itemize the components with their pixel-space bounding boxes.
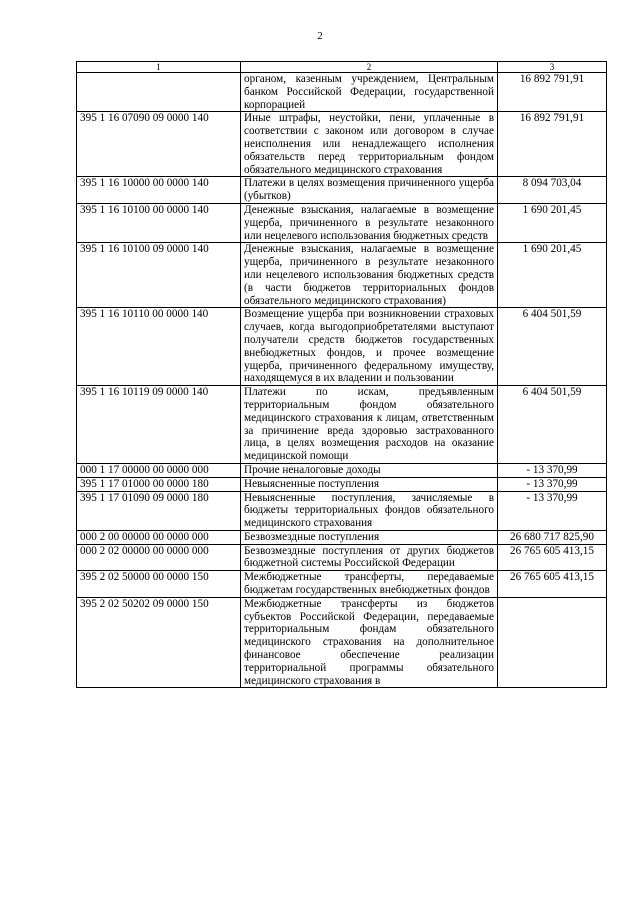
row-name-cell: органом, казенным учреждением, Центральным банком Российской Федерации, государственной корпорацией	[241, 73, 498, 112]
row-code-cell: 395 2 02 50000 00 0000 150	[77, 571, 241, 598]
row-name-cell: Иные штрафы, неустойки, пени, уплаченные в соответствии с законом или договором в случае неисполнения или ненадлежащего исполнения обязательств перед территориальным фондом обязательного медицинского страхования	[241, 112, 498, 177]
row-code-cell: 395 2 02 50202 09 0000 150	[77, 597, 241, 688]
row-code-cell	[77, 73, 241, 112]
revenue-table	[76, 61, 607, 688]
row-code-cell: 000 2 02 00000 00 0000 000	[77, 544, 241, 571]
row-amount-cell: 16 892 791,91	[498, 112, 607, 177]
table-row	[77, 477, 607, 491]
table-row	[77, 308, 607, 386]
table-row	[77, 112, 607, 177]
row-name-cell: Невыясненные поступления	[241, 477, 498, 491]
table-row	[77, 597, 607, 688]
row-name-cell: Денежные взыскания, налагаемые в возмещение ущерба, причиненного в результате незаконного или нецелевого использования бюджетных средств	[241, 203, 498, 242]
row-code-cell: 395 1 16 10100 09 0000 140	[77, 243, 241, 308]
row-code-cell: 395 1 16 10000 00 0000 140	[77, 177, 241, 204]
row-code-cell: 395 1 16 07090 09 0000 140	[77, 112, 241, 177]
row-amount-cell	[498, 597, 607, 688]
column-header-code: 1	[77, 62, 241, 73]
row-amount-cell: 16 892 791,91	[498, 73, 607, 112]
row-code-cell: 395 1 17 01000 00 0000 180	[77, 477, 241, 491]
column-header-amount: 3	[498, 62, 607, 73]
row-amount-cell: - 13 370,99	[498, 463, 607, 477]
table-row	[77, 243, 607, 308]
row-name-cell: Прочие неналоговые доходы	[241, 463, 498, 477]
table-row	[77, 73, 607, 112]
table-row	[77, 544, 607, 571]
row-code-cell: 395 1 16 10119 09 0000 140	[77, 386, 241, 464]
table-row	[77, 530, 607, 544]
column-header-name: 2	[241, 62, 498, 73]
row-amount-cell: 26 680 717 825,90	[498, 530, 607, 544]
row-name-cell: Возмещение ущерба при возникновении страховых случаев, когда выгодоприобретателями выступают получатели средств бюджетов государственных внебюджетных фондов, и прочее возмещение ущерба, причиненного федеральному имуществу, находящемуся в их владении и пользовании	[241, 308, 498, 386]
table-row	[77, 386, 607, 464]
row-code-cell: 395 1 16 10110 00 0000 140	[77, 308, 241, 386]
row-name-cell: Межбюджетные трансферты, передаваемые бюджетам государственных внебюджетных фондов	[241, 571, 498, 598]
table-header-row	[77, 62, 607, 73]
row-amount-cell: 6 404 501,59	[498, 386, 607, 464]
row-amount-cell: - 13 370,99	[498, 477, 607, 491]
row-amount-cell: 1 690 201,45	[498, 203, 607, 242]
table-row	[77, 177, 607, 204]
table-row	[77, 491, 607, 530]
row-code-cell: 395 1 16 10100 00 0000 140	[77, 203, 241, 242]
row-amount-cell: 1 690 201,45	[498, 243, 607, 308]
row-name-cell: Платежи в целях возмещения причиненного ущерба (убытков)	[241, 177, 498, 204]
table-row	[77, 203, 607, 242]
row-name-cell: Денежные взыскания, налагаемые в возмещение ущерба, причиненного в результате незаконного или нецелевого использования бюджетных средств (в части бюджетов территориальных фондов обязательного медицинского страхования)	[241, 243, 498, 308]
row-name-cell: Безвозмездные поступления	[241, 530, 498, 544]
table-row	[77, 463, 607, 477]
row-code-cell: 000 2 00 00000 00 0000 000	[77, 530, 241, 544]
table-body	[77, 73, 607, 688]
row-code-cell: 000 1 17 00000 00 0000 000	[77, 463, 241, 477]
row-code-cell: 395 1 17 01090 09 0000 180	[77, 491, 241, 530]
table-row	[77, 571, 607, 598]
row-amount-cell: 6 404 501,59	[498, 308, 607, 386]
row-name-cell: Безвозмездные поступления от других бюджетов бюджетной системы Российской Федерации	[241, 544, 498, 571]
row-name-cell: Платежи по искам, предъявленным территориальным фондом обязательного медицинского страхования к лицам, ответственным за причинение вреда здоровью застрахованного лица, в целях возмещения расходов на оказание медицинской помощи	[241, 386, 498, 464]
row-amount-cell: 26 765 605 413,15	[498, 571, 607, 598]
row-amount-cell: 8 094 703,04	[498, 177, 607, 204]
row-amount-cell: 26 765 605 413,15	[498, 544, 607, 571]
row-amount-cell: - 13 370,99	[498, 491, 607, 530]
row-name-cell: Межбюджетные трансферты из бюджетов субъектов Российской Федерации, передаваемые территориальным фондам обязательного медицинского страхования на дополнительное финансовое обеспечение реализации территориальной программы обязательного медицинского страхования в	[241, 597, 498, 688]
row-name-cell: Невыясненные поступления, зачисляемые в бюджеты территориальных фондов обязательного медицинского страхования	[241, 491, 498, 530]
page-number: 2	[317, 30, 323, 42]
